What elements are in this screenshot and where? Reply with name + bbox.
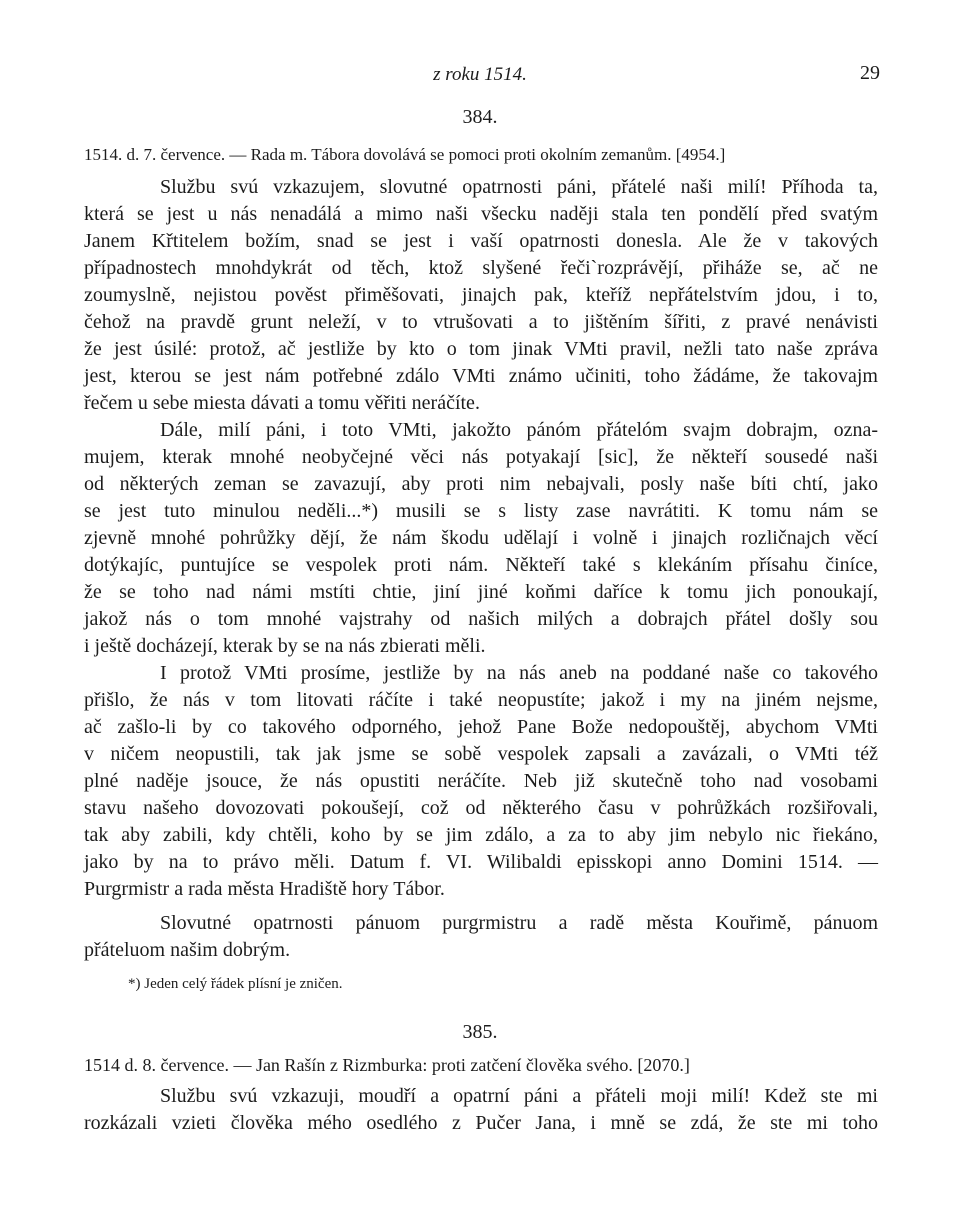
text-line: zjevně mnohé pohrůžky dějí, že nám škodu udělají i volně i jinajch rozličnajch věcí [84, 527, 878, 549]
text-line: tak aby zabili, kdy chtěli, koho by se jim zdálo, a za to aby jim nebylo nic řiekáno, [84, 824, 878, 846]
text-line: Purgrmistr a rada města Hradiště hory Tábor. [84, 878, 445, 900]
text-line: řečem u sebe miesta dávati a tomu věřiti neráčíte. [84, 392, 480, 414]
text-line: rozkázali vzieti člověka mého osedlého z Pučer Jana, i mně se zdá, že ste mi toho [84, 1112, 878, 1134]
running-header-title: z roku 1514. [433, 64, 527, 85]
address-line: Slovutné opatrnosti pánuom purgrmistru a radě města Kouřimě, pánuom [160, 912, 878, 934]
text-line: zoumyslně, nejistou pověst přiměšovati, jinajch pak, kteříž nepřátelstvím jdou, i to, [84, 284, 878, 306]
text-line: Janem Křtitelem božím, snad se jest i vaší opatrnosti donesla. Ale že v takových [84, 230, 878, 252]
text-line: že jest úsilé: protož, ač jestliže by kto o tom jinak VMti pravil, nežli tato naše zpráva [84, 338, 878, 360]
text-line: dotýkajíc, puntujíce se vespolek proti nám. Někteří také s klekáním přísahu činíce, [84, 554, 878, 576]
document-number: 385. [462, 1021, 498, 1043]
document-heading: 1514. d. 7. července. — Rada m. Tábora dovolává se pomoci proti okolním zemanům. [4954.] [84, 145, 726, 164]
text-line: Službu svú vzkazujem, slovutné opatrnosti páni, přátelé naši milí! Příhoda ta, [160, 176, 878, 198]
text-line: Službu svú vzkazuji, moudří a opatrní páni a přáteli moji milí! Kdež ste mi [160, 1085, 878, 1107]
text-line: i ještě docházejí, kterak by se na nás zbierati měli. [84, 635, 486, 657]
text-line: ač zašlo-li by co takového odporného, jehož Pane Bože nedopouštěj, abychom VMti [84, 716, 878, 738]
text-line: přišlo, že nás v tom litovati ráčíte i také neopustíte; jakož i my na jiném nejsme, [84, 689, 878, 711]
text-line: jako by na to právo měli. Datum f. VI. Wilibaldi episskopi anno Domini 1514. — [84, 851, 878, 873]
text-line: mujem, kterak mnohé neobyčejné věci nás potyakají [sic], že někteří sousedé naši [84, 446, 878, 468]
footnote: *) Jeden celý řádek plísní je zničen. [128, 976, 343, 992]
text-line: která se jest u nás nenadálá a mimo naši všecku naději stala ten pondělí před svatým [84, 203, 878, 225]
page-number: 29 [860, 62, 880, 84]
text-line: stavu našeho dovozovati pokoušejí, což od některého času v pohrůžkách rozšiřovali, [84, 797, 878, 819]
text-line: jest, kterou se jest nám potřebné zdálo VMti známo učiniti, toho žádáme, že takovajm [84, 365, 878, 387]
text-line: I protož VMti prosíme, jestliže by na nás aneb na poddané naše co takového [160, 662, 878, 684]
text-line: se jest tuto minulou neděli...*) musili se s listy zase navrátiti. K tomu nám se [84, 500, 878, 522]
text-line: případnostech mnohdykrát od těch, ktož slyšené řeči`rozprávějí, přiháže se, ač ne [84, 257, 878, 279]
text-line: že se toho nad námi mstíti chtie, jiní jiné koňmi daříce k tomu jich ponoukají, [84, 581, 878, 603]
text-line: od některých zeman se zavazují, aby proti nim nebajvali, posly naše bíti chtí, jako [84, 473, 878, 495]
text-line: v ničem neopustili, tak jak jsme se sobě vespolek zapsali a zavázali, o VMti též [84, 743, 878, 765]
text-line: čehož na pravdě grunt neleží, v to vtrušovati a to jištěním šířiti, z pravé nenávisti [84, 311, 878, 333]
document-number: 384. [462, 106, 498, 128]
text-line: plné naděje jsouce, že nás opustiti neráčíte. Neb již skutečně toho nad vosobami [84, 770, 878, 792]
text-line: jakož nás o tom mnohé vajstrahy od našich milých a dobrajch přátel došly sou [84, 608, 878, 630]
text-line: Dále, milí páni, i toto VMti, jakožto pánóm přátelóm svajm dobrajm, ozna- [160, 419, 878, 441]
document-heading: 1514 d. 8. července. — Jan Rašín z Rizmburka: proti zatčení člověka svého. [2070.] [84, 1055, 690, 1075]
address-line: přáteluom našim dobrým. [84, 939, 291, 961]
